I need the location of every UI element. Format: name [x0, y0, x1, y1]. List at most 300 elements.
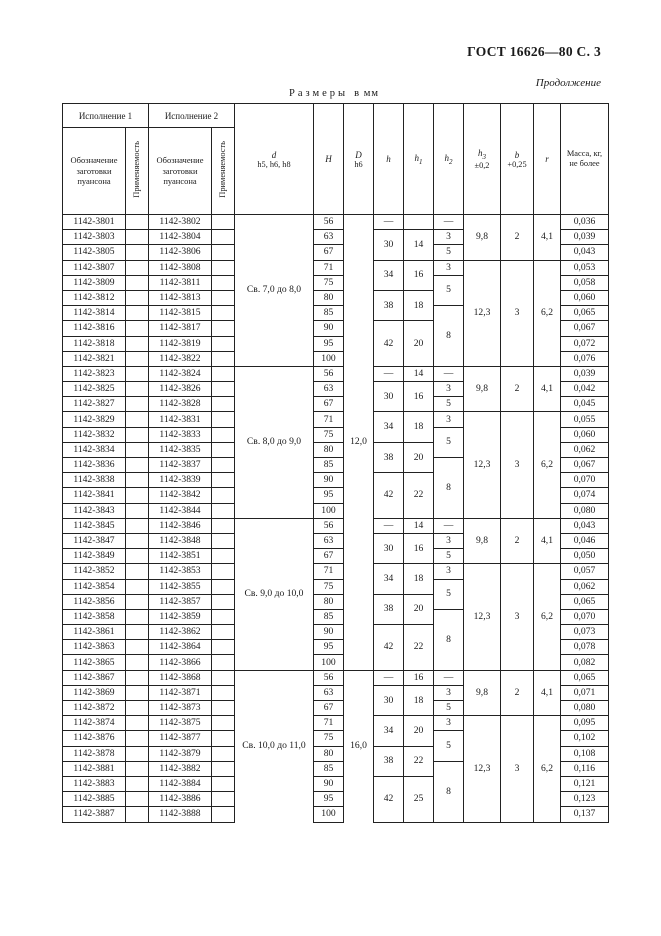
cell-H: 85	[314, 306, 344, 321]
cell-exec1-applicability	[126, 731, 149, 746]
cell-mass: 0,137	[561, 807, 609, 822]
cell-h: —	[374, 215, 404, 230]
cell-exec1-designation: 1142-3821	[63, 351, 126, 366]
cell-exec2-designation: 1142-3844	[149, 503, 212, 518]
cell-mass: 0,095	[561, 716, 609, 731]
header-h1-symbol: h	[414, 152, 419, 163]
cell-mass: 0,080	[561, 503, 609, 518]
cell-mass: 0,116	[561, 761, 609, 776]
header-H: H	[314, 104, 344, 215]
table-row	[63, 215, 609, 230]
cell-h: —	[374, 670, 404, 685]
cell-mass: 0,073	[561, 625, 609, 640]
cell-exec2-designation: 1142-3828	[149, 397, 212, 412]
cell-exec2-applicability	[212, 746, 235, 761]
cell-exec1-designation: 1142-3881	[63, 761, 126, 776]
cell-d-range: Св. 7,0 до 8,0	[235, 215, 314, 367]
cell-exec2-applicability	[212, 382, 235, 397]
cell-exec1-designation: 1142-3847	[63, 533, 126, 548]
cell-H: 71	[314, 412, 344, 427]
cell-h3: 12,3	[464, 716, 501, 822]
cell-exec1-applicability	[126, 549, 149, 564]
cell-mass: 0,074	[561, 488, 609, 503]
cell-exec2-applicability	[212, 412, 235, 427]
header-h1-sub: 1	[419, 157, 423, 166]
cell-exec1-designation: 1142-3807	[63, 260, 126, 275]
cell-exec2-designation: 1142-3833	[149, 427, 212, 442]
cell-mass: 0,070	[561, 609, 609, 624]
cell-h: 30	[374, 382, 404, 412]
cell-h2: 3	[434, 564, 464, 579]
cell-H: 67	[314, 549, 344, 564]
header-applicability-2-text: Применяемость	[217, 141, 227, 199]
cell-h1: 14	[404, 230, 434, 260]
cell-exec1-applicability	[126, 488, 149, 503]
cell-exec1-designation: 1142-3829	[63, 412, 126, 427]
cell-mass: 0,082	[561, 655, 609, 670]
cell-exec2-applicability	[212, 397, 235, 412]
cell-exec1-applicability	[126, 625, 149, 640]
cell-exec1-designation: 1142-3838	[63, 473, 126, 488]
cell-exec1-designation: 1142-3809	[63, 275, 126, 290]
cell-exec2-designation: 1142-3871	[149, 685, 212, 700]
cell-exec2-designation: 1142-3857	[149, 594, 212, 609]
cell-exec1-designation: 1142-3843	[63, 503, 126, 518]
cell-exec2-applicability	[212, 640, 235, 655]
cell-d-range: Св. 10,0 до 11,0	[235, 670, 314, 822]
cell-exec1-applicability	[126, 594, 149, 609]
cell-h2: —	[434, 670, 464, 685]
cell-exec1-designation: 1142-3814	[63, 306, 126, 321]
cell-mass: 0,046	[561, 533, 609, 548]
cell-exec2-designation: 1142-3824	[149, 366, 212, 381]
cell-exec1-designation: 1142-3816	[63, 321, 126, 336]
cell-h2: 8	[434, 761, 464, 822]
cell-exec2-designation: 1142-3802	[149, 215, 212, 230]
units-mm: в мм	[354, 88, 379, 99]
cell-H: 56	[314, 518, 344, 533]
cell-h1: 16	[404, 670, 434, 685]
cell-h1: 16	[404, 260, 434, 290]
cell-exec1-designation: 1142-3865	[63, 655, 126, 670]
cell-H: 90	[314, 776, 344, 791]
cell-exec1-applicability	[126, 458, 149, 473]
cell-exec2-applicability	[212, 731, 235, 746]
cell-H: 63	[314, 382, 344, 397]
cell-exec1-applicability	[126, 275, 149, 290]
cell-exec2-applicability	[212, 518, 235, 533]
cell-h3: 9,8	[464, 366, 501, 412]
header-d-symbol: d	[271, 149, 277, 160]
header-applicability-1-text: Применяемость	[131, 141, 141, 199]
cell-exec1-designation: 1142-3849	[63, 549, 126, 564]
cell-h1: 14	[404, 366, 434, 381]
cell-r: 4,1	[534, 518, 561, 564]
cell-exec2-designation: 1142-3806	[149, 245, 212, 260]
cell-exec2-applicability	[212, 336, 235, 351]
page-header-title: ГОСТ 16626—80 С. 3	[467, 44, 601, 59]
cell-mass: 0,123	[561, 792, 609, 807]
cell-exec1-designation: 1142-3834	[63, 442, 126, 457]
cell-exec2-applicability	[212, 701, 235, 716]
header-designation-1-text: Обозначение заготовки пуансона	[70, 155, 118, 187]
cell-exec1-applicability	[126, 761, 149, 776]
cell-h1: 18	[404, 290, 434, 320]
cell-r: 4,1	[534, 215, 561, 261]
cell-b: 2	[501, 670, 534, 716]
cell-exec1-applicability	[126, 336, 149, 351]
cell-H: 95	[314, 792, 344, 807]
cell-h1: 20	[404, 716, 434, 746]
cell-exec1-applicability	[126, 366, 149, 381]
cell-exec2-designation: 1142-3813	[149, 290, 212, 305]
cell-H: 75	[314, 275, 344, 290]
cell-exec1-designation: 1142-3803	[63, 230, 126, 245]
cell-exec1-designation: 1142-3818	[63, 336, 126, 351]
cell-mass: 0,057	[561, 564, 609, 579]
table-row	[63, 518, 609, 533]
cell-exec2-designation: 1142-3864	[149, 640, 212, 655]
header-h3-tolerance: ±0,2	[474, 160, 490, 170]
cell-D: 12,0	[344, 215, 374, 671]
cell-mass: 0,065	[561, 594, 609, 609]
cell-h: —	[374, 518, 404, 533]
cell-mass: 0,053	[561, 260, 609, 275]
cell-h: 34	[374, 260, 404, 290]
cell-H: 63	[314, 685, 344, 700]
cell-exec1-applicability	[126, 473, 149, 488]
cell-h: 42	[374, 321, 404, 367]
cell-mass: 0,060	[561, 427, 609, 442]
cell-exec2-applicability	[212, 245, 235, 260]
cell-mass: 0,072	[561, 336, 609, 351]
units-label: Размеры	[289, 88, 349, 99]
header-b-tolerance: +0,25	[507, 159, 527, 169]
cell-h3: 9,8	[464, 518, 501, 564]
cell-mass: 0,065	[561, 670, 609, 685]
cell-mass: 0,102	[561, 731, 609, 746]
cell-exec2-applicability	[212, 488, 235, 503]
cell-exec2-designation: 1142-3811	[149, 275, 212, 290]
cell-h2: 8	[434, 609, 464, 670]
cell-h2: 3	[434, 685, 464, 700]
cell-exec1-applicability	[126, 655, 149, 670]
cell-exec2-applicability	[212, 625, 235, 640]
cell-exec2-applicability	[212, 655, 235, 670]
cell-H: 80	[314, 594, 344, 609]
cell-exec1-applicability	[126, 230, 149, 245]
cell-exec1-designation: 1142-3801	[63, 215, 126, 230]
cell-h3: 9,8	[464, 670, 501, 716]
cell-H: 90	[314, 473, 344, 488]
header-b-symbol: b	[514, 149, 520, 160]
cell-h1: 20	[404, 594, 434, 624]
cell-h2: 3	[434, 260, 464, 275]
cell-exec1-applicability	[126, 427, 149, 442]
cell-mass: 0,076	[561, 351, 609, 366]
header-designation-1	[63, 128, 126, 215]
cell-exec1-applicability	[126, 245, 149, 260]
cell-H: 71	[314, 564, 344, 579]
cell-H: 63	[314, 230, 344, 245]
cell-r: 4,1	[534, 670, 561, 716]
cell-exec1-applicability	[126, 321, 149, 336]
table-row	[63, 670, 609, 685]
cell-exec2-applicability	[212, 275, 235, 290]
cell-exec1-applicability	[126, 792, 149, 807]
cell-exec2-designation: 1142-3868	[149, 670, 212, 685]
cell-b: 3	[501, 564, 534, 670]
table-row	[63, 716, 609, 731]
cell-h: 34	[374, 412, 404, 442]
cell-h: 42	[374, 473, 404, 519]
cell-D: 16,0	[344, 670, 374, 822]
cell-exec1-designation: 1142-3852	[63, 564, 126, 579]
cell-exec1-applicability	[126, 564, 149, 579]
cell-b: 3	[501, 412, 534, 518]
cell-exec1-designation: 1142-3885	[63, 792, 126, 807]
cell-h2: 3	[434, 382, 464, 397]
cell-h2: 5	[434, 275, 464, 305]
cell-exec1-designation: 1142-3827	[63, 397, 126, 412]
cell-exec2-applicability	[212, 260, 235, 275]
cell-exec2-designation: 1142-3879	[149, 746, 212, 761]
cell-H: 95	[314, 336, 344, 351]
cell-exec2-designation: 1142-3882	[149, 761, 212, 776]
cell-exec1-designation: 1142-3823	[63, 366, 126, 381]
cell-H: 100	[314, 807, 344, 822]
cell-h2: 5	[434, 427, 464, 457]
cell-exec1-designation: 1142-3878	[63, 746, 126, 761]
cell-exec2-designation: 1142-3839	[149, 473, 212, 488]
cell-h2: 5	[434, 579, 464, 609]
cell-exec2-applicability	[212, 579, 235, 594]
cell-exec1-designation: 1142-3845	[63, 518, 126, 533]
cell-H: 63	[314, 533, 344, 548]
cell-exec2-designation: 1142-3842	[149, 488, 212, 503]
header-execution-1: Исполнение 1	[63, 104, 149, 128]
cell-exec2-designation: 1142-3826	[149, 382, 212, 397]
cell-exec1-designation: 1142-3876	[63, 731, 126, 746]
cell-exec1-designation: 1142-3812	[63, 290, 126, 305]
cell-h2: 3	[434, 716, 464, 731]
cell-exec2-applicability	[212, 549, 235, 564]
cell-b: 2	[501, 215, 534, 261]
cell-exec2-applicability	[212, 776, 235, 791]
table-row	[63, 412, 609, 427]
cell-exec1-applicability	[126, 807, 149, 822]
cell-exec2-designation: 1142-3884	[149, 776, 212, 791]
header-d	[235, 104, 314, 215]
cell-h2: 5	[434, 397, 464, 412]
header-designation-2	[149, 128, 212, 215]
cell-h: 38	[374, 442, 404, 472]
cell-d-range: Св. 8,0 до 9,0	[235, 366, 314, 518]
header-h2-sub: 2	[449, 157, 453, 166]
cell-H: 100	[314, 351, 344, 366]
cell-exec1-applicability	[126, 533, 149, 548]
header-h2	[434, 104, 464, 215]
cell-exec2-applicability	[212, 533, 235, 548]
cell-mass: 0,065	[561, 306, 609, 321]
cell-r: 4,1	[534, 366, 561, 412]
cell-exec1-designation: 1142-3856	[63, 594, 126, 609]
cell-h2: —	[434, 215, 464, 230]
cell-h1: 22	[404, 746, 434, 776]
cell-H: 67	[314, 701, 344, 716]
cell-mass: 0,062	[561, 442, 609, 457]
cell-exec1-designation: 1142-3841	[63, 488, 126, 503]
cell-exec2-applicability	[212, 503, 235, 518]
cell-exec1-applicability	[126, 640, 149, 655]
cell-h: 38	[374, 594, 404, 624]
header-applicability-2	[212, 128, 235, 215]
cell-exec2-applicability	[212, 716, 235, 731]
cell-H: 67	[314, 397, 344, 412]
cell-exec2-applicability	[212, 321, 235, 336]
cell-h: —	[374, 366, 404, 381]
header-h3-symbol: h	[478, 148, 483, 159]
cell-h1: 20	[404, 321, 434, 367]
cell-H: 75	[314, 579, 344, 594]
cell-exec2-designation: 1142-3855	[149, 579, 212, 594]
header-d-tolerance: h5, h6, h8	[257, 159, 291, 169]
cell-exec2-designation: 1142-3822	[149, 351, 212, 366]
cell-h2: 5	[434, 701, 464, 716]
cell-exec2-designation: 1142-3886	[149, 792, 212, 807]
header-h: h	[374, 104, 404, 215]
cell-h2: 5	[434, 549, 464, 564]
cell-exec2-designation: 1142-3846	[149, 518, 212, 533]
dimensions-table	[62, 103, 609, 823]
cell-exec2-applicability	[212, 594, 235, 609]
cell-H: 90	[314, 625, 344, 640]
cell-exec1-designation: 1142-3863	[63, 640, 126, 655]
table-row	[63, 564, 609, 579]
cell-mass: 0,039	[561, 366, 609, 381]
cell-exec1-applicability	[126, 670, 149, 685]
cell-h2: 3	[434, 230, 464, 245]
cell-mass: 0,045	[561, 397, 609, 412]
cell-exec1-applicability	[126, 215, 149, 230]
units-caption	[289, 88, 379, 99]
cell-exec2-designation: 1142-3859	[149, 609, 212, 624]
table-row	[63, 260, 609, 275]
cell-h2: 3	[434, 533, 464, 548]
cell-H: 56	[314, 215, 344, 230]
cell-mass: 0,060	[561, 290, 609, 305]
cell-h1: 20	[404, 442, 434, 472]
cell-exec1-designation: 1142-3887	[63, 807, 126, 822]
cell-H: 85	[314, 609, 344, 624]
cell-h: 38	[374, 290, 404, 320]
cell-exec2-applicability	[212, 290, 235, 305]
header-mass-text: Масса, кг, не более	[566, 148, 603, 168]
cell-mass: 0,071	[561, 685, 609, 700]
cell-mass: 0,042	[561, 382, 609, 397]
cell-exec1-applicability	[126, 609, 149, 624]
header-D	[344, 104, 374, 215]
cell-mass: 0,067	[561, 321, 609, 336]
header-h3	[464, 104, 501, 215]
cell-exec1-applicability	[126, 746, 149, 761]
cell-exec1-applicability	[126, 260, 149, 275]
cell-h2: 8	[434, 306, 464, 367]
cell-exec2-designation: 1142-3817	[149, 321, 212, 336]
header-h1	[404, 104, 434, 215]
cell-H: 71	[314, 260, 344, 275]
table-row	[63, 366, 609, 381]
cell-b: 3	[501, 260, 534, 366]
cell-h1: 18	[404, 412, 434, 442]
cell-mass: 0,050	[561, 549, 609, 564]
cell-H: 100	[314, 503, 344, 518]
cell-b: 3	[501, 716, 534, 822]
cell-exec2-applicability	[212, 230, 235, 245]
cell-h: 38	[374, 746, 404, 776]
cell-exec1-designation: 1142-3872	[63, 701, 126, 716]
cell-h: 34	[374, 564, 404, 594]
cell-exec1-applicability	[126, 306, 149, 321]
cell-mass: 0,043	[561, 518, 609, 533]
cell-h: 34	[374, 716, 404, 746]
cell-exec1-designation: 1142-3861	[63, 625, 126, 640]
cell-exec2-applicability	[212, 609, 235, 624]
cell-H: 56	[314, 670, 344, 685]
cell-mass: 0,055	[561, 412, 609, 427]
continuation-label: Продолжение	[535, 77, 601, 89]
cell-exec1-designation: 1142-3883	[63, 776, 126, 791]
cell-mass: 0,036	[561, 215, 609, 230]
cell-exec2-applicability	[212, 306, 235, 321]
header-b	[501, 104, 534, 215]
cell-exec1-applicability	[126, 776, 149, 791]
cell-exec1-designation: 1142-3854	[63, 579, 126, 594]
cell-mass: 0,058	[561, 275, 609, 290]
cell-H: 95	[314, 640, 344, 655]
cell-exec2-applicability	[212, 807, 235, 822]
cell-H: 80	[314, 746, 344, 761]
cell-exec1-applicability	[126, 579, 149, 594]
cell-exec2-designation: 1142-3835	[149, 442, 212, 457]
cell-mass: 0,070	[561, 473, 609, 488]
cell-mass: 0,043	[561, 245, 609, 260]
cell-exec1-applicability	[126, 397, 149, 412]
cell-exec2-designation: 1142-3819	[149, 336, 212, 351]
cell-exec1-designation: 1142-3869	[63, 685, 126, 700]
cell-exec2-designation: 1142-3873	[149, 701, 212, 716]
cell-H: 95	[314, 488, 344, 503]
cell-h3: 12,3	[464, 260, 501, 366]
cell-exec2-designation: 1142-3862	[149, 625, 212, 640]
cell-h3: 12,3	[464, 564, 501, 670]
cell-exec2-applicability	[212, 427, 235, 442]
cell-r: 6,2	[534, 412, 561, 518]
cell-H: 80	[314, 442, 344, 457]
header-designation-2-text: Обозначение заготовки пуансона	[156, 155, 204, 187]
cell-exec2-applicability	[212, 792, 235, 807]
cell-h3: 9,8	[464, 215, 501, 261]
cell-exec1-applicability	[126, 701, 149, 716]
cell-exec1-designation: 1142-3867	[63, 670, 126, 685]
cell-h: 42	[374, 625, 404, 671]
cell-h1: 16	[404, 533, 434, 563]
cell-H: 85	[314, 761, 344, 776]
cell-h2: 8	[434, 458, 464, 519]
cell-exec2-applicability	[212, 442, 235, 457]
cell-exec1-applicability	[126, 442, 149, 457]
cell-mass: 0,062	[561, 579, 609, 594]
